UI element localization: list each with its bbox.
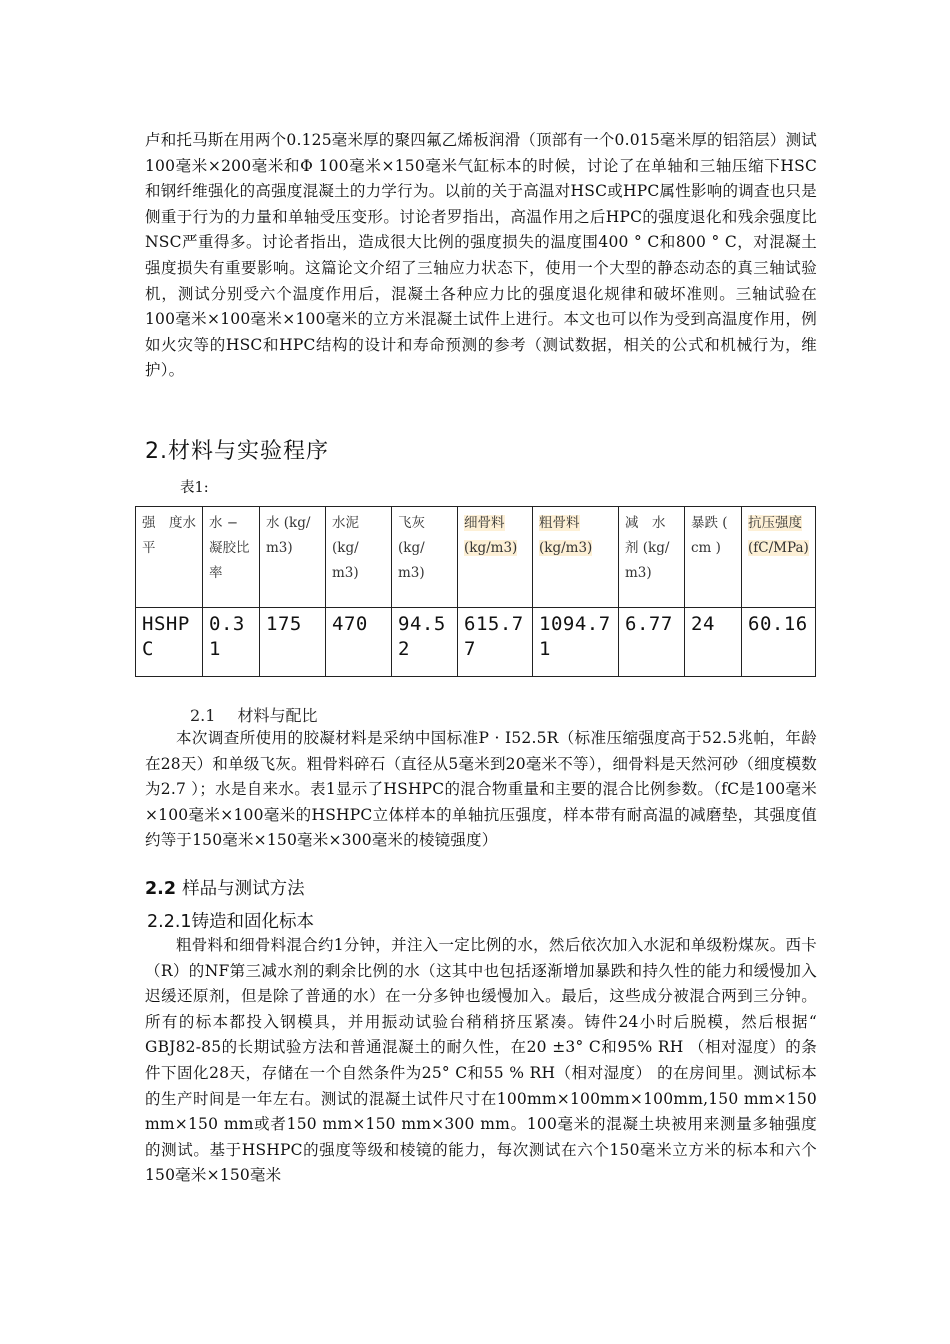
header-fine-aggregate — [458, 507, 533, 608]
header-compressive-strength — [742, 507, 816, 608]
header-coarse-aggregate — [533, 507, 619, 608]
cell-water-reducer: 6.77 — [619, 608, 685, 677]
cell-water-binder-ratio: 0.31 — [203, 608, 260, 677]
cell-fly-ash: 94.52 — [392, 608, 458, 677]
header-coarse-aggregate-text: 粗骨料 (kg/m3) — [539, 515, 593, 556]
section-2-2-heading — [145, 875, 305, 900]
table-caption: 表1: — [180, 480, 209, 496]
cell-slump: 24 — [685, 608, 742, 677]
table-row — [136, 608, 816, 677]
header-fly-ash: 飞灰 (kg/ m3) — [392, 507, 458, 608]
section-2-heading: 2.材料与实验程序 — [145, 439, 329, 464]
section-2-1-heading — [190, 703, 317, 726]
section-2-2-1-heading: 2.2.1铸造和固化标本 — [147, 912, 315, 932]
section-2-1-number: 2.1 — [190, 706, 216, 725]
table-header-row — [136, 507, 816, 608]
section-2-1-paragraph: 本次调查所使用的胶凝材料是采纳中国标准P · I52.5R（标准压缩强度高于52.5兆帕，年龄在28天）和单级飞灰。粗骨料碎石（直径从5毫米到20毫米不等），细骨料是天然河砂（细度模数为2.7 ）；水是自来水。表1显示了HSHPC的混合物重量和主要的混合比例参数。（fC是100毫米×100毫米×100毫米的HSHPC立体样本的单轴抗压强度，样本带有耐高温的减磨垫，其强度值约等于150毫米×150毫米×300毫米的棱镜强度） — [145, 729, 817, 850]
header-water-binder-ratio: 水 − 凝胶比率 — [203, 507, 260, 608]
header-strength-level: 强 度水平 — [136, 507, 203, 608]
cell-strength-level: HSHPC — [136, 608, 203, 677]
section-2-2-1-paragraph: 粗骨料和细骨料混合约1分钟，并注入一定比例的水，然后依次加入水泥和单级粉煤灰。西卡（R）的NF第三减水剂的剩余比例的水（这其中也包括逐渐增加暴跌和持久性的能力和缓慢加入迟缓还原剂，但是除了普通的水）在一分多钟也缓慢加入。最后，这些成分被混合两到三分钟。所有的标本都投入钢模具，并用振动试验台稍稍挤压紧凑。铸件24小时后脱模，然后根据“ GBJ82-85的长期试验方法和普通混凝土的耐久性，在20 ±3° C和95% RH （相对湿度）的条件下固化28天，存储在一个自然条件为25° C和55 % RH（相对湿度） 的在房间里。测试标本的生产时间是一年左右。测试的混凝土试件尺寸在100mm×100mm×100mm,150 mm×150 mm×150 mm或者150 mm×150 mm×300 mm。100毫米的混凝土块被用来测量多轴强度的测试。基于HSHPC的强度等级和棱镜的能力，每次测试在六个150毫米立方米的标本和六个150毫米×150毫米 — [145, 936, 817, 1185]
cell-cement: 470 — [326, 608, 392, 677]
header-water-reducer: 减 水剂 (kg/ m3) — [619, 507, 685, 608]
cell-coarse-aggregate: 1094.71 — [533, 608, 619, 677]
cell-water: 175 — [260, 608, 326, 677]
cell-fine-aggregate: 615.77 — [458, 608, 533, 677]
section-2-2-number: 2.2 — [145, 879, 177, 899]
intro-paragraph: 卢和托马斯在用两个0.125毫米厚的聚四氟乙烯板润滑（顶部有一个0.015毫米厚的铝箔层）测试100毫米×200毫米和Φ 100毫米×150毫米气缸标本的时候，讨论了在单轴和三轴压缩下HSC和钢纤维强化的高强度混凝土的力学行为。以前的关于高温对HSC或HPC属性影响的调查也只是侧重于行为的力量和单轴受压变形。讨论者罗指出，高温作用之后HPC的强度退化和残余强度比NSC严重得多。讨论者指出，造成很大比例的强度损失的温度围400 ° C和800 ° C，对混凝土强度损失有重要影响。这篇论文介绍了三轴应力状态下，使用一个大型的静态动态的真三轴试验机，测试分别受六个温度作用后，混凝土各种应力比的强度退化规律和破坏准则。三轴试验在100毫米×100毫米×100毫米的立方米混凝土试件上进行。本文也可以作为受到高温度作用，例如火灾等的HSC和HPC结构的设计和寿命预测的参考（测试数据，相关的公式和机械行为，维护）。 — [145, 131, 817, 380]
mix-proportion-table — [135, 506, 816, 677]
header-water: 水 (kg/ m3) — [260, 507, 326, 608]
header-slump: 暴跌 ( cm ) — [685, 507, 742, 608]
cell-compressive-strength: 60.16 — [742, 608, 816, 677]
section-2-2-title: 样品与测试方法 — [182, 879, 305, 899]
header-cement: 水泥 (kg/ m3) — [326, 507, 392, 608]
section-2-1-title: 材料与配比 — [237, 706, 318, 725]
header-compressive-strength-text: 抗压强度 (fC/MPa) — [748, 515, 809, 556]
header-fine-aggregate-text: 细骨料 (kg/m3) — [464, 515, 518, 556]
